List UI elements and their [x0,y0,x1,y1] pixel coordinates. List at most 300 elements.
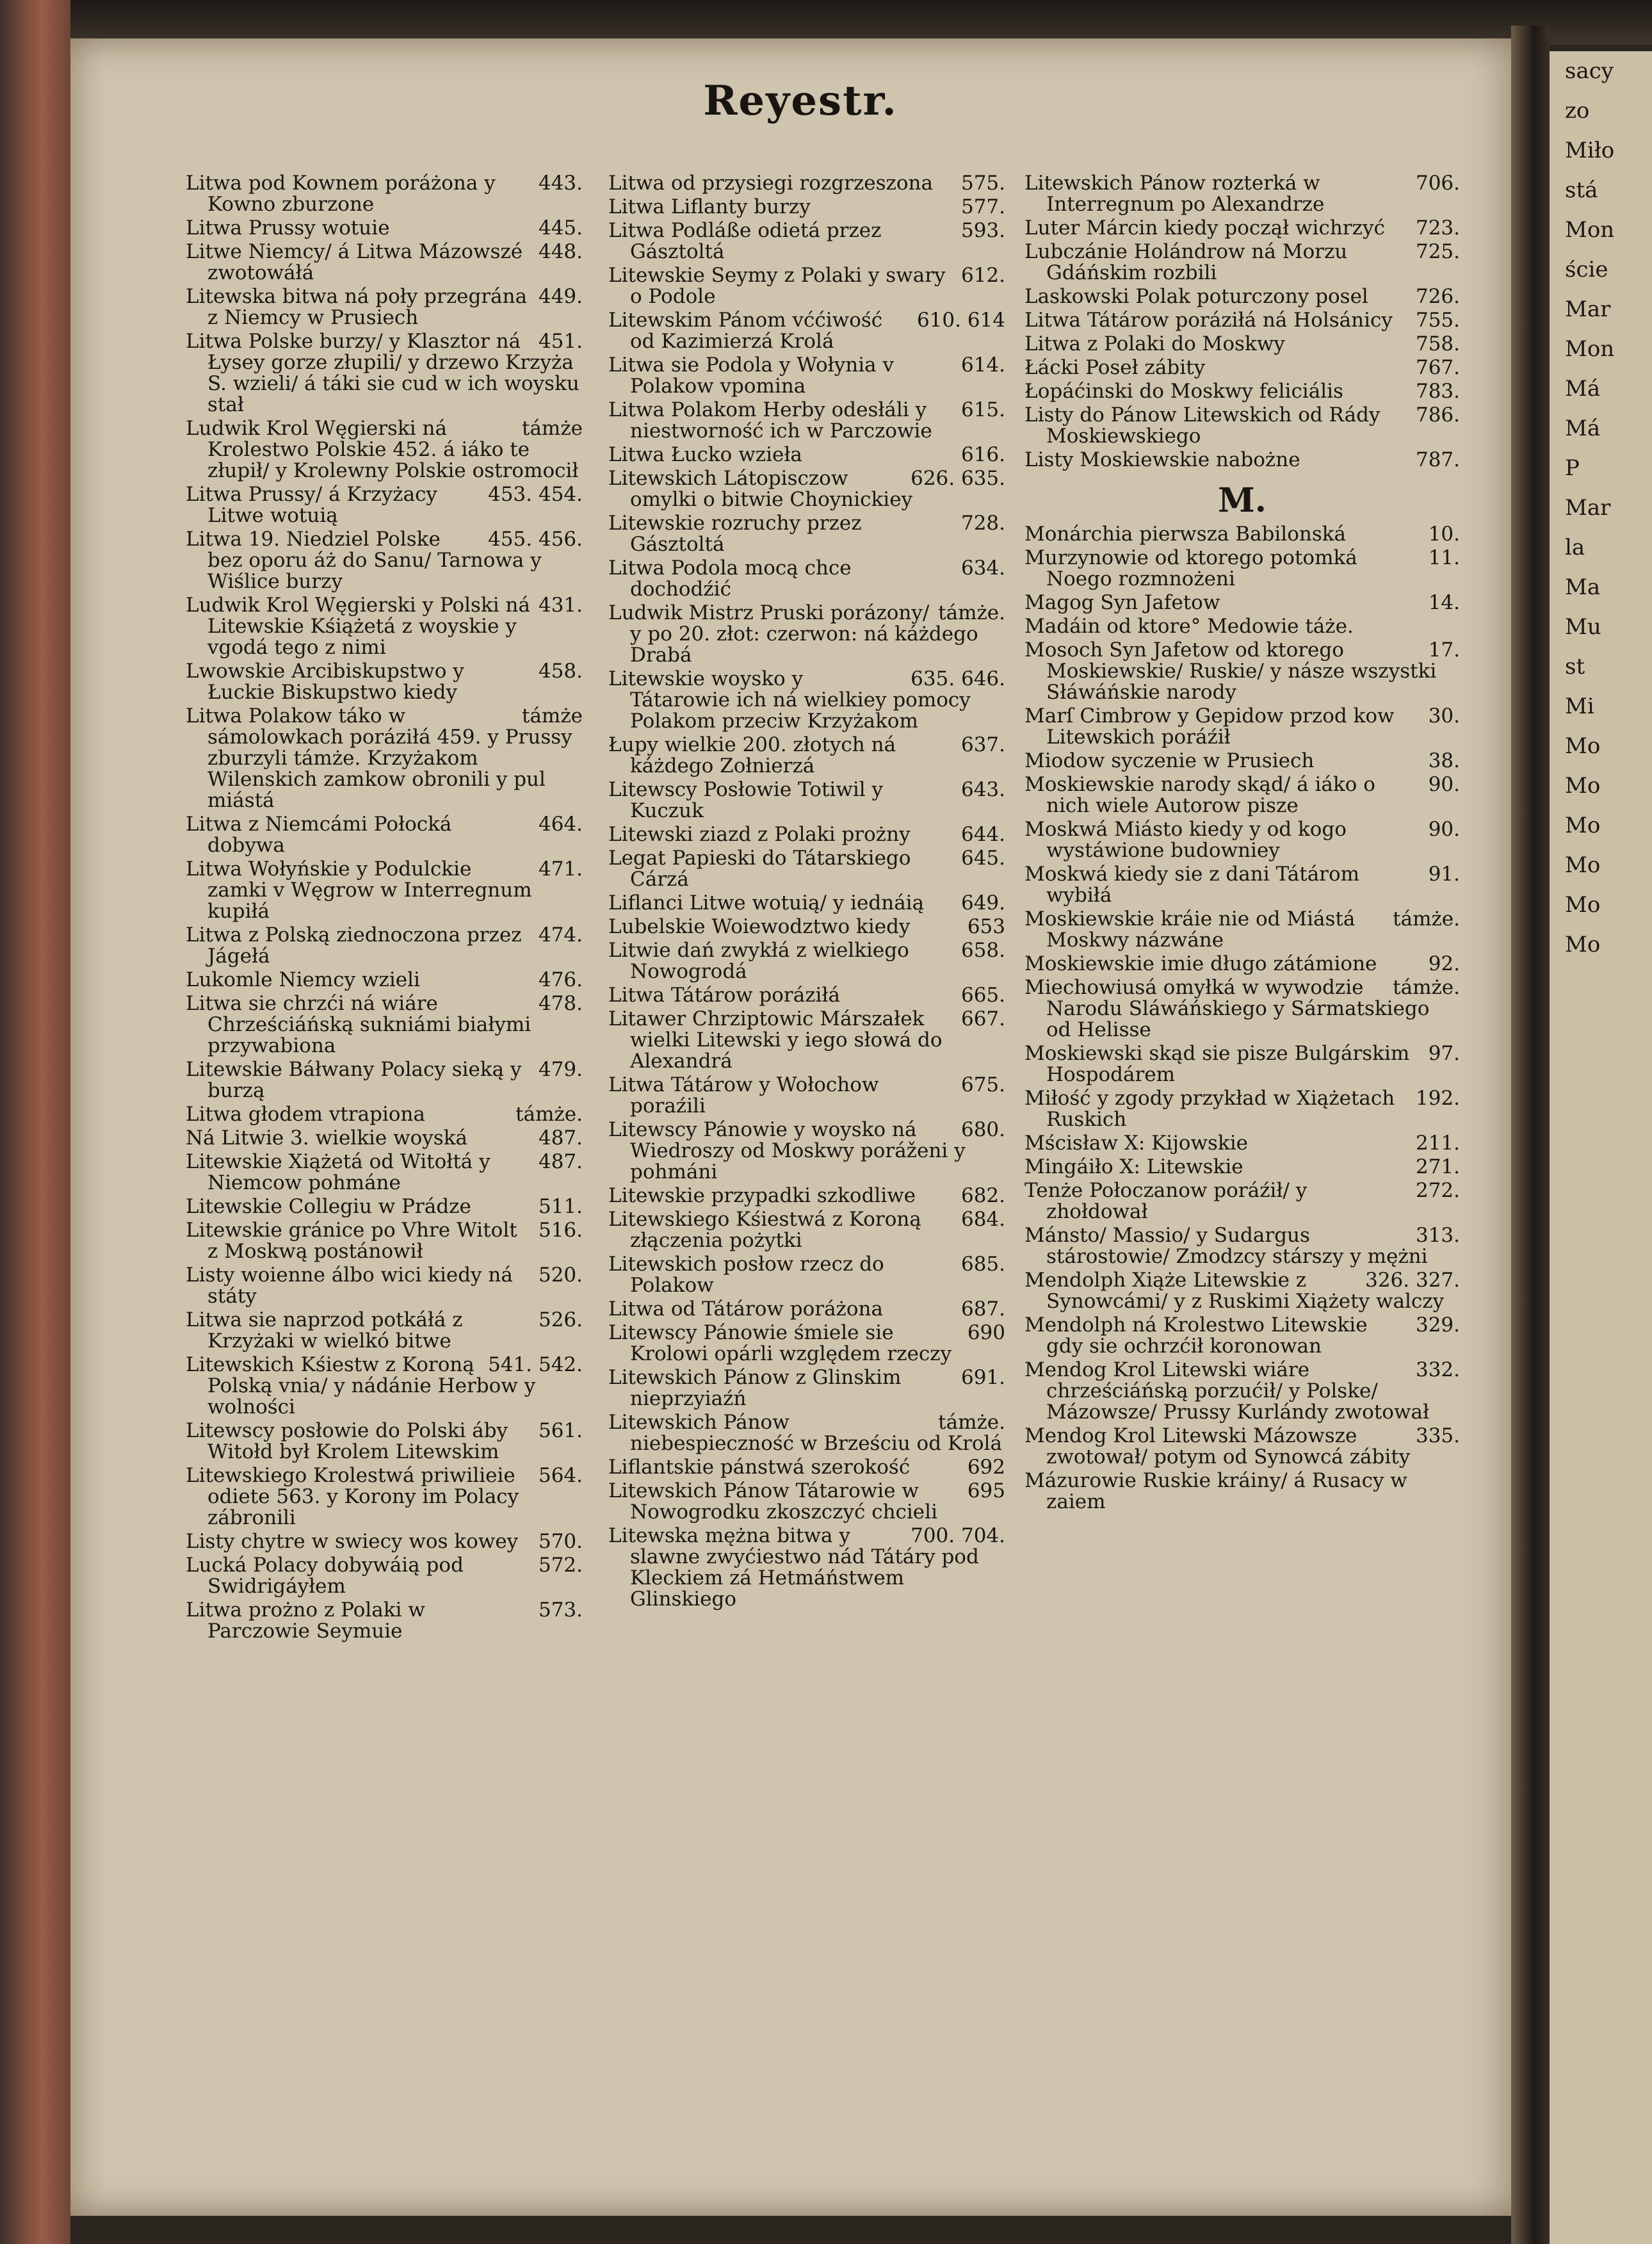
index-entry-text: Litewscy Pánowie y woysko ná Wiedroszy od Moskwy poráženi y pohmáni [608,1118,966,1183]
index-entry-text: Moskiewskie kráie nie od Miástá Moskwy názwáne [1024,907,1356,952]
index-entry-text: Łupy wielkie 200. złotych ná káżdego Zołnierzá [608,733,896,777]
index-entry-text: Moskwá kiedy sie z dani Tátárom wybiłá [1024,863,1360,907]
index-entry-text: Litwa z Polaki do Moskwy [1024,332,1285,355]
index-entry-text: Marſ Cimbrow y Gepidow przod kow Litewskich poráźił [1024,704,1395,749]
index-entry-text: Listy woienne álbo wici kiedy ná státy [186,1264,513,1308]
facing-page-text-fragment: Mo [1565,892,1601,918]
index-entry-page: 726. [1415,285,1460,308]
index-entry-page: 453. 454. [488,483,583,506]
index-entry-page: 451. [538,330,583,353]
facing-page-text-fragment: Má [1565,376,1601,402]
index-entry [1024,548,1460,590]
index-entry-text: Murzynowie od ktorego potomká Noego rozmnożeni [1024,546,1357,590]
index-entry-page: 575. [960,172,1005,195]
index-entry-page: támże. [938,1411,1005,1434]
index-entry [186,173,583,215]
running-head: Reyestr. [703,77,898,125]
index-entry [186,925,583,967]
index-entry [1024,1043,1460,1085]
index-entry-text: Litwa pod Kownem poráżona y Kowno zburzone [186,172,496,216]
index-entry-page: 90. [1428,818,1460,841]
index-entry-text: Litewskie Collegiu w Prádze [186,1195,471,1218]
index-entry [186,970,583,991]
index-entry-text: Litewscy posłowie do Polski áby Witołd był Krolem Litewskim [186,1419,508,1463]
index-entry-page: 687. [960,1297,1005,1321]
index-entry [186,418,583,482]
index-entry-page: támże. [515,1103,583,1126]
index-entry-page: 593. [960,219,1005,242]
index-entry-text: Listy do Pánow Litewskich od Rády Moskiewskiego [1024,403,1381,448]
index-entry-text: Litewski ziazd z Polaki prożny [608,823,911,846]
index-entry-text: Litwa Wołyńskie y Podulckie zamki v Węgrow w Interregnum kupiłá [186,858,532,923]
index-entry-text: Miłość y zgody przykład w Xiążetach Ruskich [1024,1087,1395,1131]
index-entry-page: 448. [538,240,583,263]
index-entry-page: 478. [538,992,583,1015]
index-entry [186,529,583,592]
index-entry-page: 516. [538,1219,583,1242]
index-entry [186,706,583,811]
index-entry [608,1209,1005,1251]
index-entry-page: 682. [960,1184,1005,1207]
index-entry-page: 615. [960,398,1005,421]
index-entry-text: Litwa głodem vtrapiona [186,1103,425,1126]
index-entry [1024,954,1460,975]
index-entry-page: 271. [1415,1155,1460,1178]
facing-page-text-fragment: sacy [1565,58,1614,84]
index-entry-page: 474. [538,923,583,947]
index-entry-page: 30. [1428,704,1460,728]
index-entry-text: Litwa Tátárow y Wołochow poraźili [608,1073,879,1118]
index-entry-page: 685. [960,1253,1005,1276]
index-entry-text: Łácki Poseł zábity [1024,356,1206,379]
index-entry-page: 649. [960,891,1005,915]
index-entry-text: Litwa Podláße odietá przez Gásztoltá [608,219,882,263]
index-entry-text: Litwa Liflanty burzy [608,195,811,218]
index-entry-page: 443. [538,172,583,195]
index-entry [186,1265,583,1307]
index-entry-text: Mingáiło X: Litewskie [1024,1155,1243,1178]
index-entry-text: Legat Papieski do Tátarskiego Cárzá [608,847,911,891]
index-entry-page: 644. [960,823,1005,846]
index-entry [608,400,1005,442]
index-entry-page: 695 [967,1479,1005,1502]
index-entry [1024,864,1460,906]
index-entry-text: Litwa Polakow táko w sámolowkach poráziłá 459. y Prussy zburzyli támże. Krzyżakom Wilenskich zamkow obronili y pul miástá [186,704,572,812]
index-entry [608,1367,1005,1410]
index-entry [608,1185,1005,1207]
index-entry [1024,357,1460,378]
index-entry [1024,977,1460,1041]
index-entry-text: Litewskich posłow rzecz do Polakow [608,1253,884,1297]
index-entry [1024,218,1460,239]
index-entry-page: 192. [1415,1087,1460,1110]
index-entry [186,1128,583,1149]
index-column-3 [1024,173,1460,1515]
index-page [70,38,1530,2216]
book-fore-edge [0,0,70,2244]
index-entry [608,940,1005,982]
index-entry-text: Moskiewski skąd sie pisze Bulgárskim Hospodárem [1024,1042,1410,1086]
index-entry-page: 211. [1415,1132,1460,1155]
facing-page-text-fragment: Mar [1565,297,1611,322]
index-entry [1024,1088,1460,1130]
index-entry-text: Litwie dań zwykłá z wielkiego Nowogrodá [608,939,909,983]
index-entry-page: 10. [1428,523,1460,546]
facing-page-text-fragment: Miło [1565,138,1615,163]
index-entry-page: 692 [967,1456,1005,1479]
index-entry-page: 610. 614 [916,309,1005,332]
index-entry [608,1254,1005,1296]
index-entry-text: Mosoch Syn Jafetow od ktorego Moskiewskie/ Ruskie/ y násze wszystki Słáwáńskie narody [1024,638,1437,704]
index-entry [186,993,583,1057]
index-entry [186,331,583,416]
facing-page-text-fragment: Mi [1565,694,1594,719]
index-entry-page: 313. [1415,1224,1460,1247]
index-entry [608,468,1005,510]
index-entry-text: Litwa Tátárow poráziłá ná Holsánicy [1024,309,1393,332]
index-entry-page: 487. [538,1126,583,1150]
index-entry-text: Ludwik Krol Węgierski y Polski ná Litewskie Kśiążetá z woyskie y vgodá tego z nimi [186,594,530,659]
index-entry-text: Litewscy Pánowie śmiele sie Krolowi opárli względem rzeczy [608,1321,952,1365]
index-entry-page: 11. [1428,546,1460,569]
index-entry-page: 665. [960,984,1005,1007]
index-entry-page: 635. 646. [911,667,1005,690]
index-entry-page: 487. [538,1150,583,1173]
index-entry [186,814,583,856]
index-entry [186,1220,583,1262]
index-entry-page: 464. [538,813,583,836]
index-entry-text: Litwa Polske burzy/ y Klasztor ná Łysey gorze złupili/ y drzewo Krzyża S. wzieli/ á táki sie cud w ich woysku stał [186,330,579,416]
index-entry [186,1196,583,1217]
index-entry-page: 561. [538,1419,583,1442]
index-entry-text: Litawer Chrziptowic Márszałek wielki Litewski y iego słowá do Alexandrá [608,1007,943,1073]
index-entry-text: Lwowskie Arcibiskupstwo y Łuckie Biskupstwo kiedy [186,660,464,704]
index-entry [608,310,1005,352]
index-entry-page: 90. [1428,773,1460,796]
index-entry-page: 755. [1415,309,1460,332]
index-entry-text: Litewskiego Krolestwá priwilieie odiete 563. y Korony im Polacy zábronili [186,1464,519,1529]
index-entry [608,824,1005,845]
index-entry [1024,774,1460,817]
index-entry [608,173,1005,194]
book-gutter [1511,26,1550,2244]
index-entry-page: 445. [538,216,583,240]
index-entry-page: támże. [1393,907,1460,931]
index-entry [608,1009,1005,1072]
index-entry-page: 335. [1415,1424,1460,1447]
index-entry-page: 326. 327. [1365,1269,1460,1292]
index-entry [608,985,1005,1006]
index-entry-page: 431. [538,594,583,617]
index-entry-page: támże [521,704,583,728]
index-entry [1024,1360,1460,1423]
index-entry [608,893,1005,914]
index-entry-page: 767. [1415,356,1460,379]
index-entry-text: Miechowiusá omyłká w wywodzie Narodu Sláwáńskiego y Sármatskiego od Helisse [1024,976,1430,1041]
index-entry [608,444,1005,466]
index-entry [1024,1157,1460,1178]
index-entry-page: 658. [960,939,1005,962]
index-entry-text: Litwa Prussy wotuie [186,216,390,240]
index-entry-text: Luter Márcin kiedy począł wichrzyć [1024,216,1385,240]
index-entry [608,1412,1005,1454]
index-entry [1024,173,1460,215]
index-entry-page: 634. [960,557,1005,580]
facing-page-text-fragment: Mu [1565,614,1601,640]
index-entry-page: 520. [538,1264,583,1287]
index-entry-text: Liflantskie pánstwá szerokość [608,1456,911,1479]
index-entry [608,1457,1005,1478]
index-entry-page: 570. [538,1530,583,1553]
index-entry-text: Litwa sie Podola y Wołynia v Polakow vpomina [608,354,894,398]
index-entry [1024,450,1460,471]
index-entry-page: 690 [967,1321,1005,1344]
index-entry [608,220,1005,263]
index-entry [186,595,583,658]
index-entry-text: Litwe Niemcy/ á Litwa Mázowszé zwotowáłá [186,240,523,284]
facing-page-text-fragment: Mo [1565,773,1601,799]
index-entry-page: 758. [1415,332,1460,355]
index-entry [1024,524,1460,545]
index-entry-text: Listy Moskiewskie nabożne [1024,448,1300,471]
index-entry-text: Moskiewskie imie długo zátámione [1024,952,1377,975]
index-entry-text: Litwa Tátárow poráziłá [608,984,840,1007]
index-entry [186,1059,583,1102]
index-entry-text: Litewscy Posłowie Totiwil y Kuczuk [608,778,884,822]
index-entry [608,848,1005,890]
index-entry-text: Moskiewskie narody skąd/ á iáko o nich wiele Autorow pisze [1024,773,1375,817]
index-entry [186,241,583,284]
index-entry-text: Ludwik Krol Węgierski ná Krolestwo Polskie 452. á iáko te złupił/ y Krolewny Polskie ostromocił [186,417,579,482]
index-entry [608,265,1005,307]
index-entry [1024,1426,1460,1468]
index-entry-text: Mendolph Xiąże Litewskie z Synowcámi/ y z Ruskimi Xiążety walczy [1024,1269,1445,1313]
index-entry-page: 564. [538,1464,583,1487]
index-entry [608,1299,1005,1320]
index-entry [1024,1470,1460,1513]
index-entry-page: 637. [960,733,1005,756]
index-entry-text: Monárchia pierwsza Babilonská [1024,523,1347,546]
facing-page-text-fragment: Má [1565,416,1601,441]
index-entry-text: Litwa Łucko wzieła [608,443,802,466]
index-entry-page: 653 [967,915,1005,938]
index-entry-text: Mendog Krol Litewski wiáre chrześciáńską porzućił/ y Polske/ Mázowsze/ Prussy Kurlándy zwotował [1024,1358,1430,1424]
index-entry-page: 471. [538,858,583,881]
index-entry [608,1322,1005,1365]
index-entry-page: 92. [1428,952,1460,975]
index-entry-text: Litwa sie chrzći ná wiáre Chrześciáńską sukniámi białymi przywabiona [186,992,531,1057]
index-entry [186,661,583,703]
index-entry-text: Litewskie Xiążetá od Witołtá y Niemcow pohmáne [186,1150,490,1194]
index-entry-text: Litewskich Pánow z Glinskim nieprzyiaźń [608,1366,902,1410]
index-entry-text: Litwa Podola mocą chce dochodźić [608,557,852,601]
index-entry-text: Lukomle Niemcy wzieli [186,968,420,991]
index-entry-text: Litewskim Pánom vććiwość od Kazimierzá Krolá [608,309,883,353]
facing-page-text-fragment: st [1565,654,1585,679]
index-entry [186,1354,583,1418]
index-entry-page: 680. [960,1118,1005,1141]
index-entry [608,1119,1005,1183]
index-entry-page: 526. [538,1308,583,1331]
index-entry-page: 511. [538,1195,583,1218]
index-entry [608,1525,1005,1610]
index-entry [186,1310,583,1352]
index-entry [1024,819,1460,861]
index-entry [608,513,1005,555]
index-entry-text: Laskowski Polak poturczony posel [1024,285,1368,308]
index-entry-text: Litewskich Pánow rozterká w Interregnum po Alexandrze [1024,172,1325,216]
index-entry [1024,592,1460,614]
index-entry-text: Litwa od Tátárow poráżona [608,1297,884,1321]
index-entry [1024,1180,1460,1223]
index-entry-text: Listy chytre w swiecy wos kowey [186,1530,519,1553]
facing-page-text-fragment: Mar [1565,495,1611,521]
index-entry-text: Litewskie rozruchy przez Gásztoltá [608,512,862,556]
index-entry [186,1531,583,1552]
index-entry-text: Magog Syn Jafetow [1024,591,1220,614]
index-entry-text: Ná Litwie 3. wielkie woyská [186,1126,467,1150]
index-entry [1024,1315,1460,1357]
index-entry-page: támże [521,417,583,440]
index-entry-page: 97. [1428,1042,1460,1065]
index-entry-page: 572. [538,1554,583,1577]
index-entry-text: Litewska mężna bitwa y slawne zwyćiestwo nád Tátáry pod Kleckiem zá Hetmáństwem Glinskiego [608,1524,979,1611]
index-entry [1024,241,1460,284]
facing-page-text-fragment: Mo [1565,733,1601,759]
index-entry [1024,310,1460,331]
index-entry-text: Litwa od przysiegi rozgrzeszona [608,172,933,195]
index-entry-text: Litwa prożno z Polaki w Parczowie Seymuie [186,1598,425,1643]
index-entry-page: 577. [960,195,1005,218]
facing-page-fragment [1550,51,1652,2244]
index-entry [186,859,583,922]
index-entry-page: 667. [960,1007,1005,1030]
index-entry [608,916,1005,938]
index-entry [608,669,1005,732]
index-entry-page: 541. 542. [488,1353,583,1376]
index-entry [186,1465,583,1529]
index-entry-page: 725. [1415,240,1460,263]
index-entry-page: 449. [538,285,583,308]
index-entry [1024,706,1460,748]
index-entry [1024,381,1460,402]
index-entry-text: Moskwá Miásto kiedy y od kogo wystáwione budowniey [1024,818,1347,862]
index-entry-text: Litwa 19. Niedziel Polske bez oporu áż do Sanu/ Tarnowa y Wiślice burzy [186,528,542,593]
facing-page-text-fragment: P [1565,455,1580,481]
index-entry [1024,405,1460,447]
index-entry-page: 91. [1428,863,1460,886]
index-column-1 [186,173,583,1645]
index-column-2 [608,173,1005,1613]
facing-page-text-fragment: Mon [1565,336,1615,362]
index-entry-page: 272. [1415,1179,1460,1202]
index-entry [1024,1270,1460,1312]
index-entry-page: támże. [938,601,1005,624]
index-entry-text: Mendog Krol Litewski Mázowsze zwotował/ potym od Synowcá zábity [1024,1424,1411,1468]
index-entry-text: Litewskie Seymy z Polaki y swary o Podole [608,264,946,308]
index-entry-page: 458. [538,660,583,683]
index-entry-text: Litwa Prussy/ á Krzyżacy Litwe wotuią [186,483,437,527]
index-entry-text: Mendolph ná Krolestwo Litewskie gdy sie ochrzćił koronowan [1024,1313,1368,1358]
index-entry-page: 17. [1428,638,1460,662]
facing-page-text-fragment: ście [1565,257,1608,282]
index-entry-page: 614. [960,354,1005,377]
index-entry [1024,640,1460,703]
index-entry [608,1075,1005,1117]
index-entry-page: 684. [960,1208,1005,1231]
index-entry-page: 675. [960,1073,1005,1096]
index-entry-page: 612. [960,264,1005,287]
index-entry [1024,334,1460,355]
index-entry-text: Litwa z Niemcámi Połocká dobywa [186,813,452,857]
index-entry [186,484,583,526]
index-entry [186,1600,583,1642]
index-entry-page: 14. [1428,591,1460,614]
index-entry-text: Litewskich Látopisczow omylki o bitwie Choynickiey [608,467,913,511]
index-entry [186,286,583,329]
index-entry-page: 645. [960,847,1005,870]
index-entry-page: 787. [1415,448,1460,471]
facing-page-text-fragment: Mon [1565,217,1615,243]
index-entry-page: 643. [960,778,1005,801]
index-entry-text: Litewska bitwa ná poły przegrána z Niemcy w Prusiech [186,285,528,329]
index-entry-text: Lucká Polacy dobywáią pod Swidrigáyłem [186,1554,464,1598]
index-entry-text: Liflanci Litwe wotuią/ y iednáią [608,891,925,915]
index-entry-text: Litewskich Pánow niebespieczność w Brześciu od Krolá [608,1411,1002,1455]
facing-page-text-fragment: stá [1565,177,1598,203]
facing-page-text-fragment: Mo [1565,852,1601,878]
index-entry [608,355,1005,397]
index-entry-page: 783. [1415,380,1460,403]
index-entry [186,1104,583,1125]
index-entry [1024,751,1460,772]
index-entry-page: 723. [1415,216,1460,240]
index-entry [1024,909,1460,951]
index-entry [186,1151,583,1194]
index-entry-text: Mścisław X: Kijowskie [1024,1132,1248,1155]
index-entry-text: Łopáćinski do Moskwy feliciális [1024,380,1343,403]
index-entry-text: Litewskie przypadki szkodliwe [608,1184,916,1207]
index-entry-text: Litwa sie naprzod potkáłá z Krzyżaki w wielkó bitwe [186,1308,463,1353]
index-entry-page: 332. [1415,1358,1460,1381]
index-entry [186,218,583,239]
facing-page-text-fragment: la [1565,535,1585,560]
index-entry-page: 38. [1428,749,1460,772]
index-entry-page: 476. [538,968,583,991]
index-entry-text: Litewskie Báłwany Polacy sieką y burzą [186,1058,522,1102]
index-entry-text: Miodow syczenie w Prusiech [1024,749,1315,772]
facing-page-text-fragment: Ma [1565,574,1601,600]
index-entry-page: 329. [1415,1313,1460,1337]
index-entry-page: 691. [960,1366,1005,1389]
index-entry [608,558,1005,600]
index-entry-page: támże. [1393,976,1460,999]
section-letter: M. [1218,481,1267,520]
index-entry-text: Lubczánie Holándrow ná Morzu Gdáńskim rozbili [1024,240,1348,284]
index-entry [1024,616,1460,637]
index-entry [186,1420,583,1463]
index-entry [1024,286,1460,307]
index-entry-page: 700. 704. [911,1524,1005,1547]
index-entry-page: 728. [960,512,1005,535]
index-entry [1024,1133,1460,1154]
index-entry-page: 573. [538,1598,583,1622]
index-entry-text: Litwa Polakom Herby odesłáli y niestworność ich w Parczowie [608,398,932,443]
index-entry-text: Lubelskie Woiewodztwo kiedy [608,915,911,938]
index-entry-page: 626. 635. [911,467,1005,490]
index-entry-text: Litewskie gránice po Vhre Witolt z Moskwą postánowił [186,1219,517,1263]
index-entry-text: Litewskich Pánow Tátarowie w Nowogrodku zkoszczyć chcieli [608,1479,937,1524]
